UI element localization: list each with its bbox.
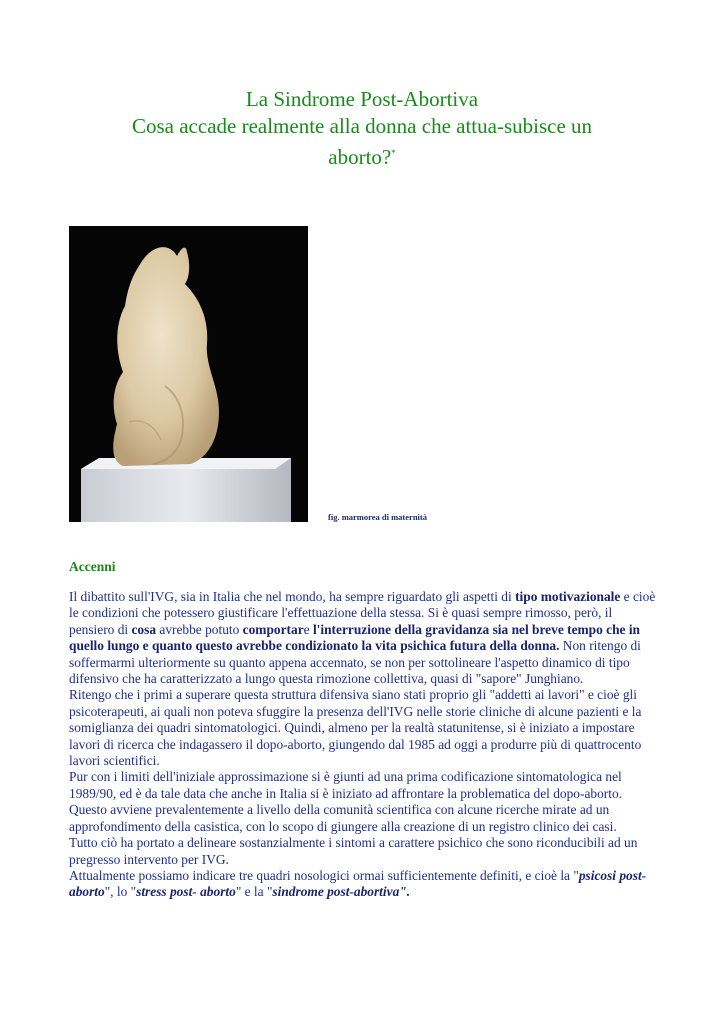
sculpture-photo — [69, 226, 308, 522]
text-run: ", lo " — [104, 884, 137, 900]
emphasis-run: stress post- aborto — [136, 884, 236, 900]
figure-caption: fig. marmorea di maternità — [328, 512, 427, 522]
text-run: e — [303, 621, 313, 637]
paragraph-4: Tutto ciò ha portato a delineare sostanzialmente i sintomi a carattere psichico che sono riconducibili ad un pregresso intervento per IVG. — [69, 835, 638, 867]
bold-run: tipo motivazionale — [515, 589, 621, 604]
title-line-1: La Sindrome Post-Abortiva — [245, 87, 479, 111]
paragraph-5 — [69, 868, 659, 901]
title-line-3: aborto? — [328, 145, 392, 169]
emphasis-run: sindrome post-abortiva". — [272, 884, 411, 900]
text-run: Attualmente possiamo indicare tre quadri nosologici ormai sufficientemente definiti, e cioè la " — [69, 867, 579, 883]
section-heading: Accenni — [69, 559, 116, 574]
text-run: avrebbe potuto — [156, 621, 243, 637]
bold-run: l'interruzione della gravidanza sia nel breve tempo che in quello lungo e quanto questo avrebbe condizionato la vita psichica futura della donna. — [69, 621, 641, 654]
paragraph-1 — [69, 589, 659, 687]
text-run: e cioè le condizioni che potessero giustificare l'effettuazione della stessa. Si è quasi sempre rimosso, però, il pensiero di — [69, 589, 656, 637]
bold-run: comportar — [242, 621, 304, 637]
emphasis-run: psicosi post-aborto — [69, 867, 647, 900]
paragraph-3: Pur con i limiti dell'iniziale approssimazione si è giunti ad una prima codificazione sintomatologica nel 1989/90, ed è da tale data che anche in Italia si è iniziato ad affrontare la problematica del dopo-aborto. Questo avviene prevalentemente a livello della comunità scientifica con alcune ricerche mirate ad un approfondimento della casistica, con lo scopo di giungere alla creazione di un registro clinico dei casi. — [69, 769, 622, 834]
bold-run: cosa — [131, 621, 157, 637]
footnote-mark: * — [391, 148, 396, 158]
paragraph-2: Ritengo che i primi a superare questa struttura difensiva siano stati proprio gli "addetti ai lavori" e cioè gli psicoterapeuti, ai quali non poteva sfuggire la presenza dell'IVG nelle storie cliniche di alcune pazienti e la somiglianza dei quadri sintomatologici. Quindi, almeno per la realtà statunitense, si è iniziato a impostare lavori di ricerca che indagassero il dopo-aborto, giungendo dal 1985 ad oggi a produrre più di quattrocento lavori scientifici. — [69, 687, 642, 769]
text-run: Il dibattito sull'IVG, sia in Italia che nel mondo, ha sempre riguardato gli aspetti di — [69, 589, 516, 604]
text-run: " e la " — [235, 884, 273, 900]
document-title — [60, 86, 664, 171]
article-body — [69, 589, 659, 901]
text-run: Non ritengo di soffermarmi ulteriormente su quanto appena accennato, se non per sottolineare l'aspetto dinamico di tipo difensivo che ha caratterizzato a lungo questa rimozione collettiva, quasi di "sapore" Junghiano. — [69, 638, 641, 687]
title-line-2: Cosa accade realmente alla donna che attua-subisce un — [131, 114, 593, 138]
